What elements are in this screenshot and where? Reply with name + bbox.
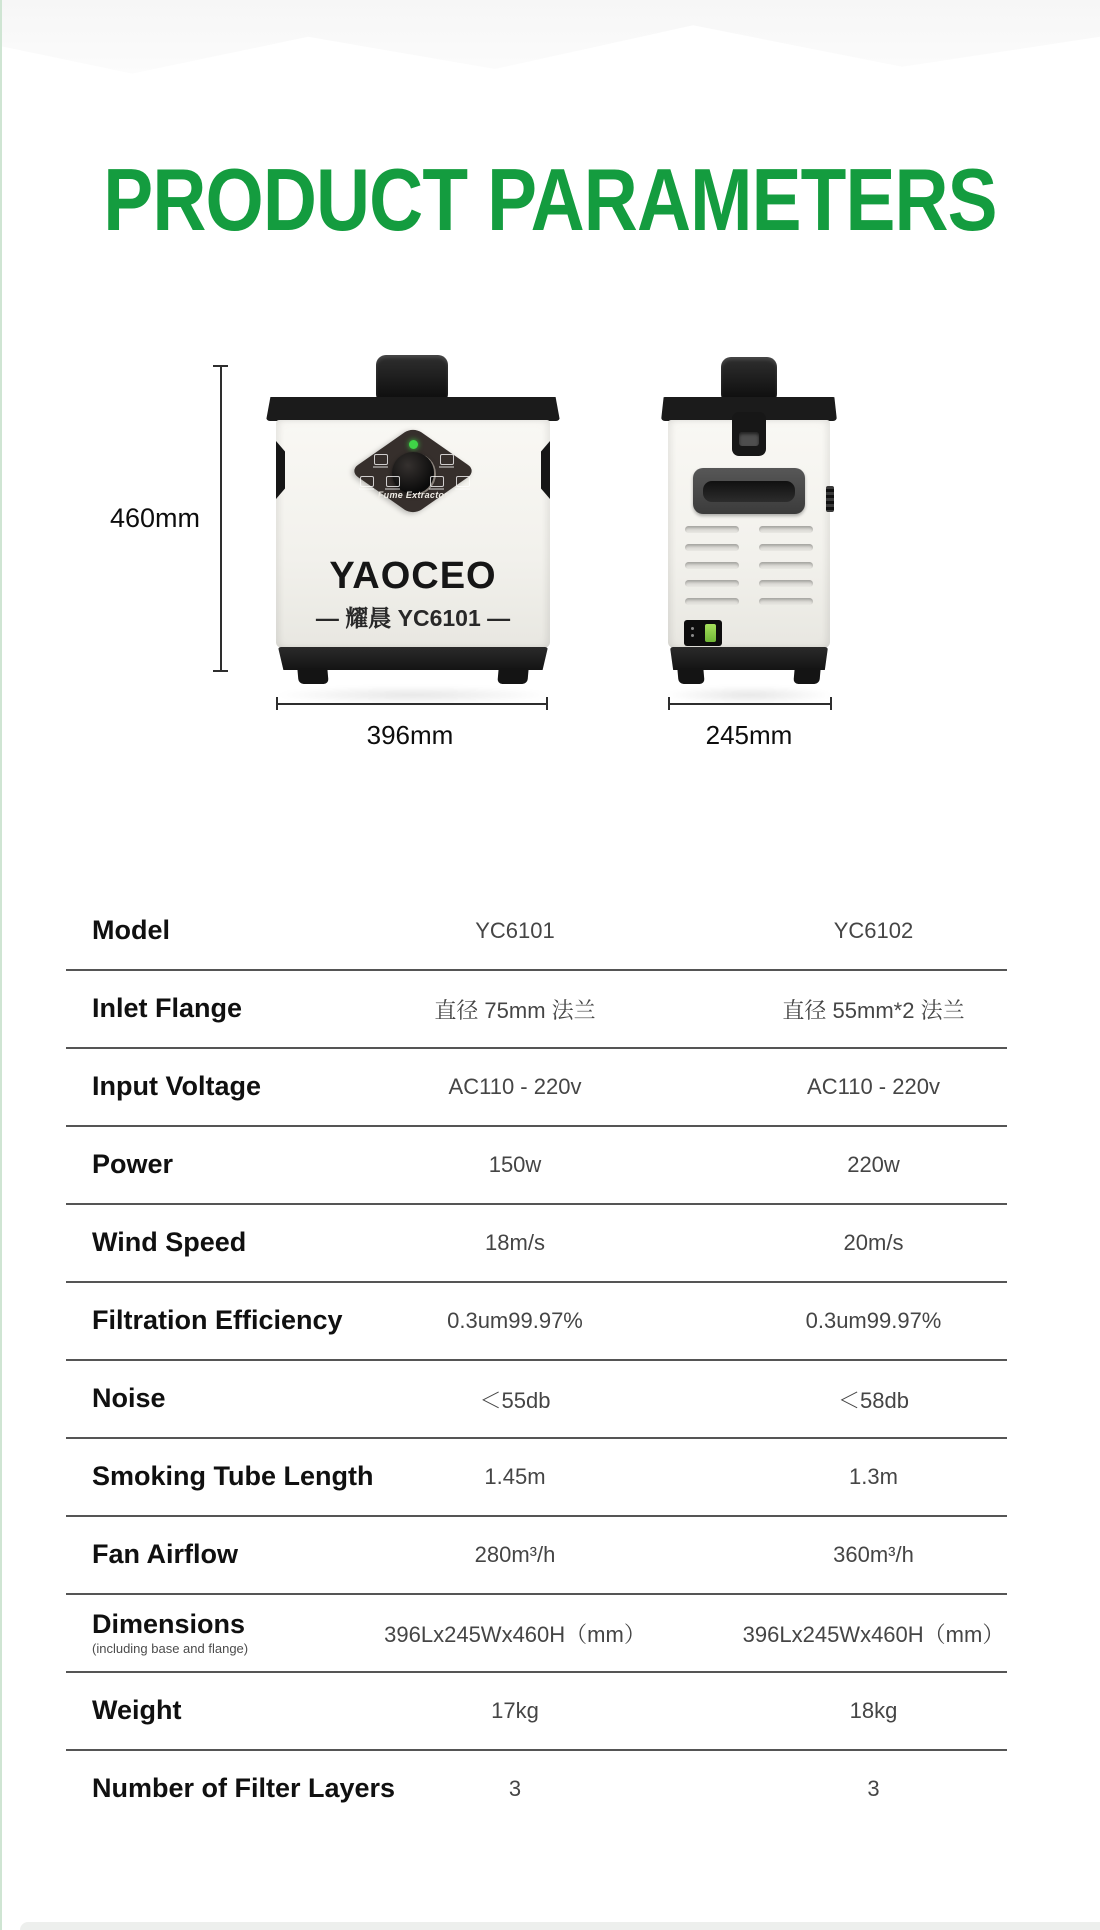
- power-switch-icon: [684, 620, 722, 646]
- foot: [297, 668, 328, 684]
- panel-indicator-icon: [374, 454, 388, 465]
- right-handle-notch: [541, 441, 550, 499]
- spec-value-yc6101: 396Lx245Wx460H（mm）: [384, 1621, 646, 1647]
- side-knob: [826, 486, 834, 512]
- panel-caption: Fume Extractor: [377, 490, 449, 500]
- spec-table: [66, 893, 1007, 1827]
- spec-value-yc6101: 150w: [488, 1152, 542, 1177]
- vent-louver: [685, 598, 739, 605]
- spec-value-yc6102: 直径 55mm*2 法兰: [782, 997, 965, 1023]
- spec-value-yc6102: 3: [867, 1776, 880, 1801]
- vent-louver: [759, 562, 813, 569]
- spec-label-note: (including base and flange): [92, 1641, 249, 1657]
- spec-row-fan-airflow: [66, 1517, 1007, 1595]
- spec-label: Filtration Efficiency: [92, 1305, 343, 1336]
- vent-louver: [685, 544, 739, 551]
- spec-label: Power: [92, 1149, 174, 1180]
- foot: [793, 668, 820, 684]
- carry-handle: [693, 468, 805, 514]
- spec-value-yc6101: ＜55db: [479, 1387, 551, 1413]
- top-cover: [266, 397, 560, 421]
- spec-row-noise: [66, 1361, 1007, 1439]
- spec-value-yc6101: 0.3um99.97%: [447, 1308, 583, 1333]
- panel-indicator-icon: [456, 476, 470, 487]
- spec-row-input-voltage: [66, 1049, 1007, 1127]
- spec-label-main: Dimensions: [92, 1608, 246, 1639]
- foot: [677, 668, 704, 684]
- latch-clamp: [732, 412, 766, 456]
- panel-indicator-icon: [386, 476, 400, 487]
- spec-value-yc6102: AC110 - 220v: [807, 1074, 940, 1099]
- left-handle-notch: [276, 441, 285, 499]
- spec-row-inlet-flange: [66, 971, 1007, 1049]
- width-dimension-line: [276, 697, 548, 710]
- side-base: [670, 647, 828, 670]
- width-dimension-label: 396mm: [366, 720, 454, 750]
- spec-label: Input Voltage: [92, 1071, 261, 1102]
- panel-indicator-icon: [440, 454, 454, 465]
- spec-value-yc6102: 220w: [847, 1152, 900, 1177]
- vent-louver: [685, 562, 739, 569]
- background-texture: [0, 0, 1100, 115]
- spec-row-filter-layers: [66, 1751, 1007, 1827]
- spec-value-yc6101: 直径 75mm 法兰: [434, 997, 596, 1023]
- spec-label: Noise: [92, 1383, 166, 1414]
- vent-louver: [685, 526, 739, 533]
- air-outlet-cap: [376, 355, 448, 403]
- air-outlet-cap: [721, 357, 777, 403]
- spec-value-yc6102: 1.3m: [849, 1464, 898, 1489]
- height-dimension-label: 460mm: [109, 503, 201, 533]
- panel-indicator-icon: [430, 476, 444, 487]
- front-view-image: [273, 355, 553, 720]
- spec-row-wind-speed: [66, 1205, 1007, 1283]
- depth-dimension-line: [668, 697, 832, 710]
- spec-value-yc6101: YC6101: [475, 918, 555, 943]
- spec-label: Number of Filter Layers: [92, 1773, 396, 1804]
- product-figure: [0, 340, 1100, 780]
- left-edge-accent: [0, 0, 2, 1930]
- model-label: — 耀晨 YC6101 —: [315, 605, 511, 631]
- vent-louver: [759, 598, 813, 605]
- spec-row-smoking-tube-length: [66, 1439, 1007, 1517]
- vent-louver: [685, 580, 739, 587]
- front-base: [278, 647, 548, 670]
- page-title: PRODUCT PARAMETERS: [103, 149, 997, 249]
- vent-louver: [759, 526, 813, 533]
- spec-value-yc6102: 396Lx245Wx460H（mm）: [742, 1621, 1005, 1647]
- next-section-edge: [20, 1922, 1100, 1930]
- spec-value-yc6102: 18kg: [849, 1698, 898, 1723]
- side-body: [668, 420, 830, 648]
- spec-label: Wind Speed: [92, 1227, 247, 1258]
- spec-row-dimensions: [66, 1595, 1007, 1673]
- spec-label: Smoking Tube Length: [92, 1461, 374, 1492]
- spec-value-yc6101: 280m³/h: [474, 1542, 556, 1567]
- spec-label: Weight: [92, 1695, 182, 1726]
- brand-logo: YAOCEO: [329, 555, 497, 597]
- spec-value-yc6102: 0.3um99.97%: [805, 1308, 942, 1333]
- vent-louver: [759, 544, 813, 551]
- spec-label: Fan Airflow: [92, 1539, 238, 1570]
- spec-value-yc6101: 17kg: [491, 1698, 539, 1723]
- spec-row-power: [66, 1127, 1007, 1205]
- spec-value-yc6102: 360m³/h: [833, 1542, 914, 1567]
- power-led-icon: [409, 440, 418, 449]
- spec-label: [66, 1610, 320, 1657]
- spec-value-yc6101: AC110 - 220v: [448, 1074, 582, 1099]
- spec-value-yc6101: 3: [508, 1776, 522, 1801]
- vent-louver: [759, 580, 813, 587]
- spec-row-weight: [66, 1673, 1007, 1751]
- spec-value-yc6101: 18m/s: [485, 1230, 545, 1255]
- side-view-image: [664, 355, 834, 720]
- spec-label: Inlet Flange: [92, 993, 243, 1024]
- spec-value-yc6102: ＜58db: [838, 1387, 909, 1413]
- spec-label: Model: [92, 915, 170, 946]
- foot: [497, 668, 528, 684]
- spec-value-yc6101: 1.45m: [484, 1464, 546, 1489]
- spec-value-yc6102: 20m/s: [843, 1230, 904, 1255]
- spec-row-model: [66, 893, 1007, 971]
- spec-row-filtration-efficiency: [66, 1283, 1007, 1361]
- spec-value-yc6102: YC6102: [833, 918, 914, 943]
- depth-dimension-label: 245mm: [705, 720, 793, 750]
- front-body: [276, 420, 550, 648]
- panel-indicator-icon: [360, 476, 374, 487]
